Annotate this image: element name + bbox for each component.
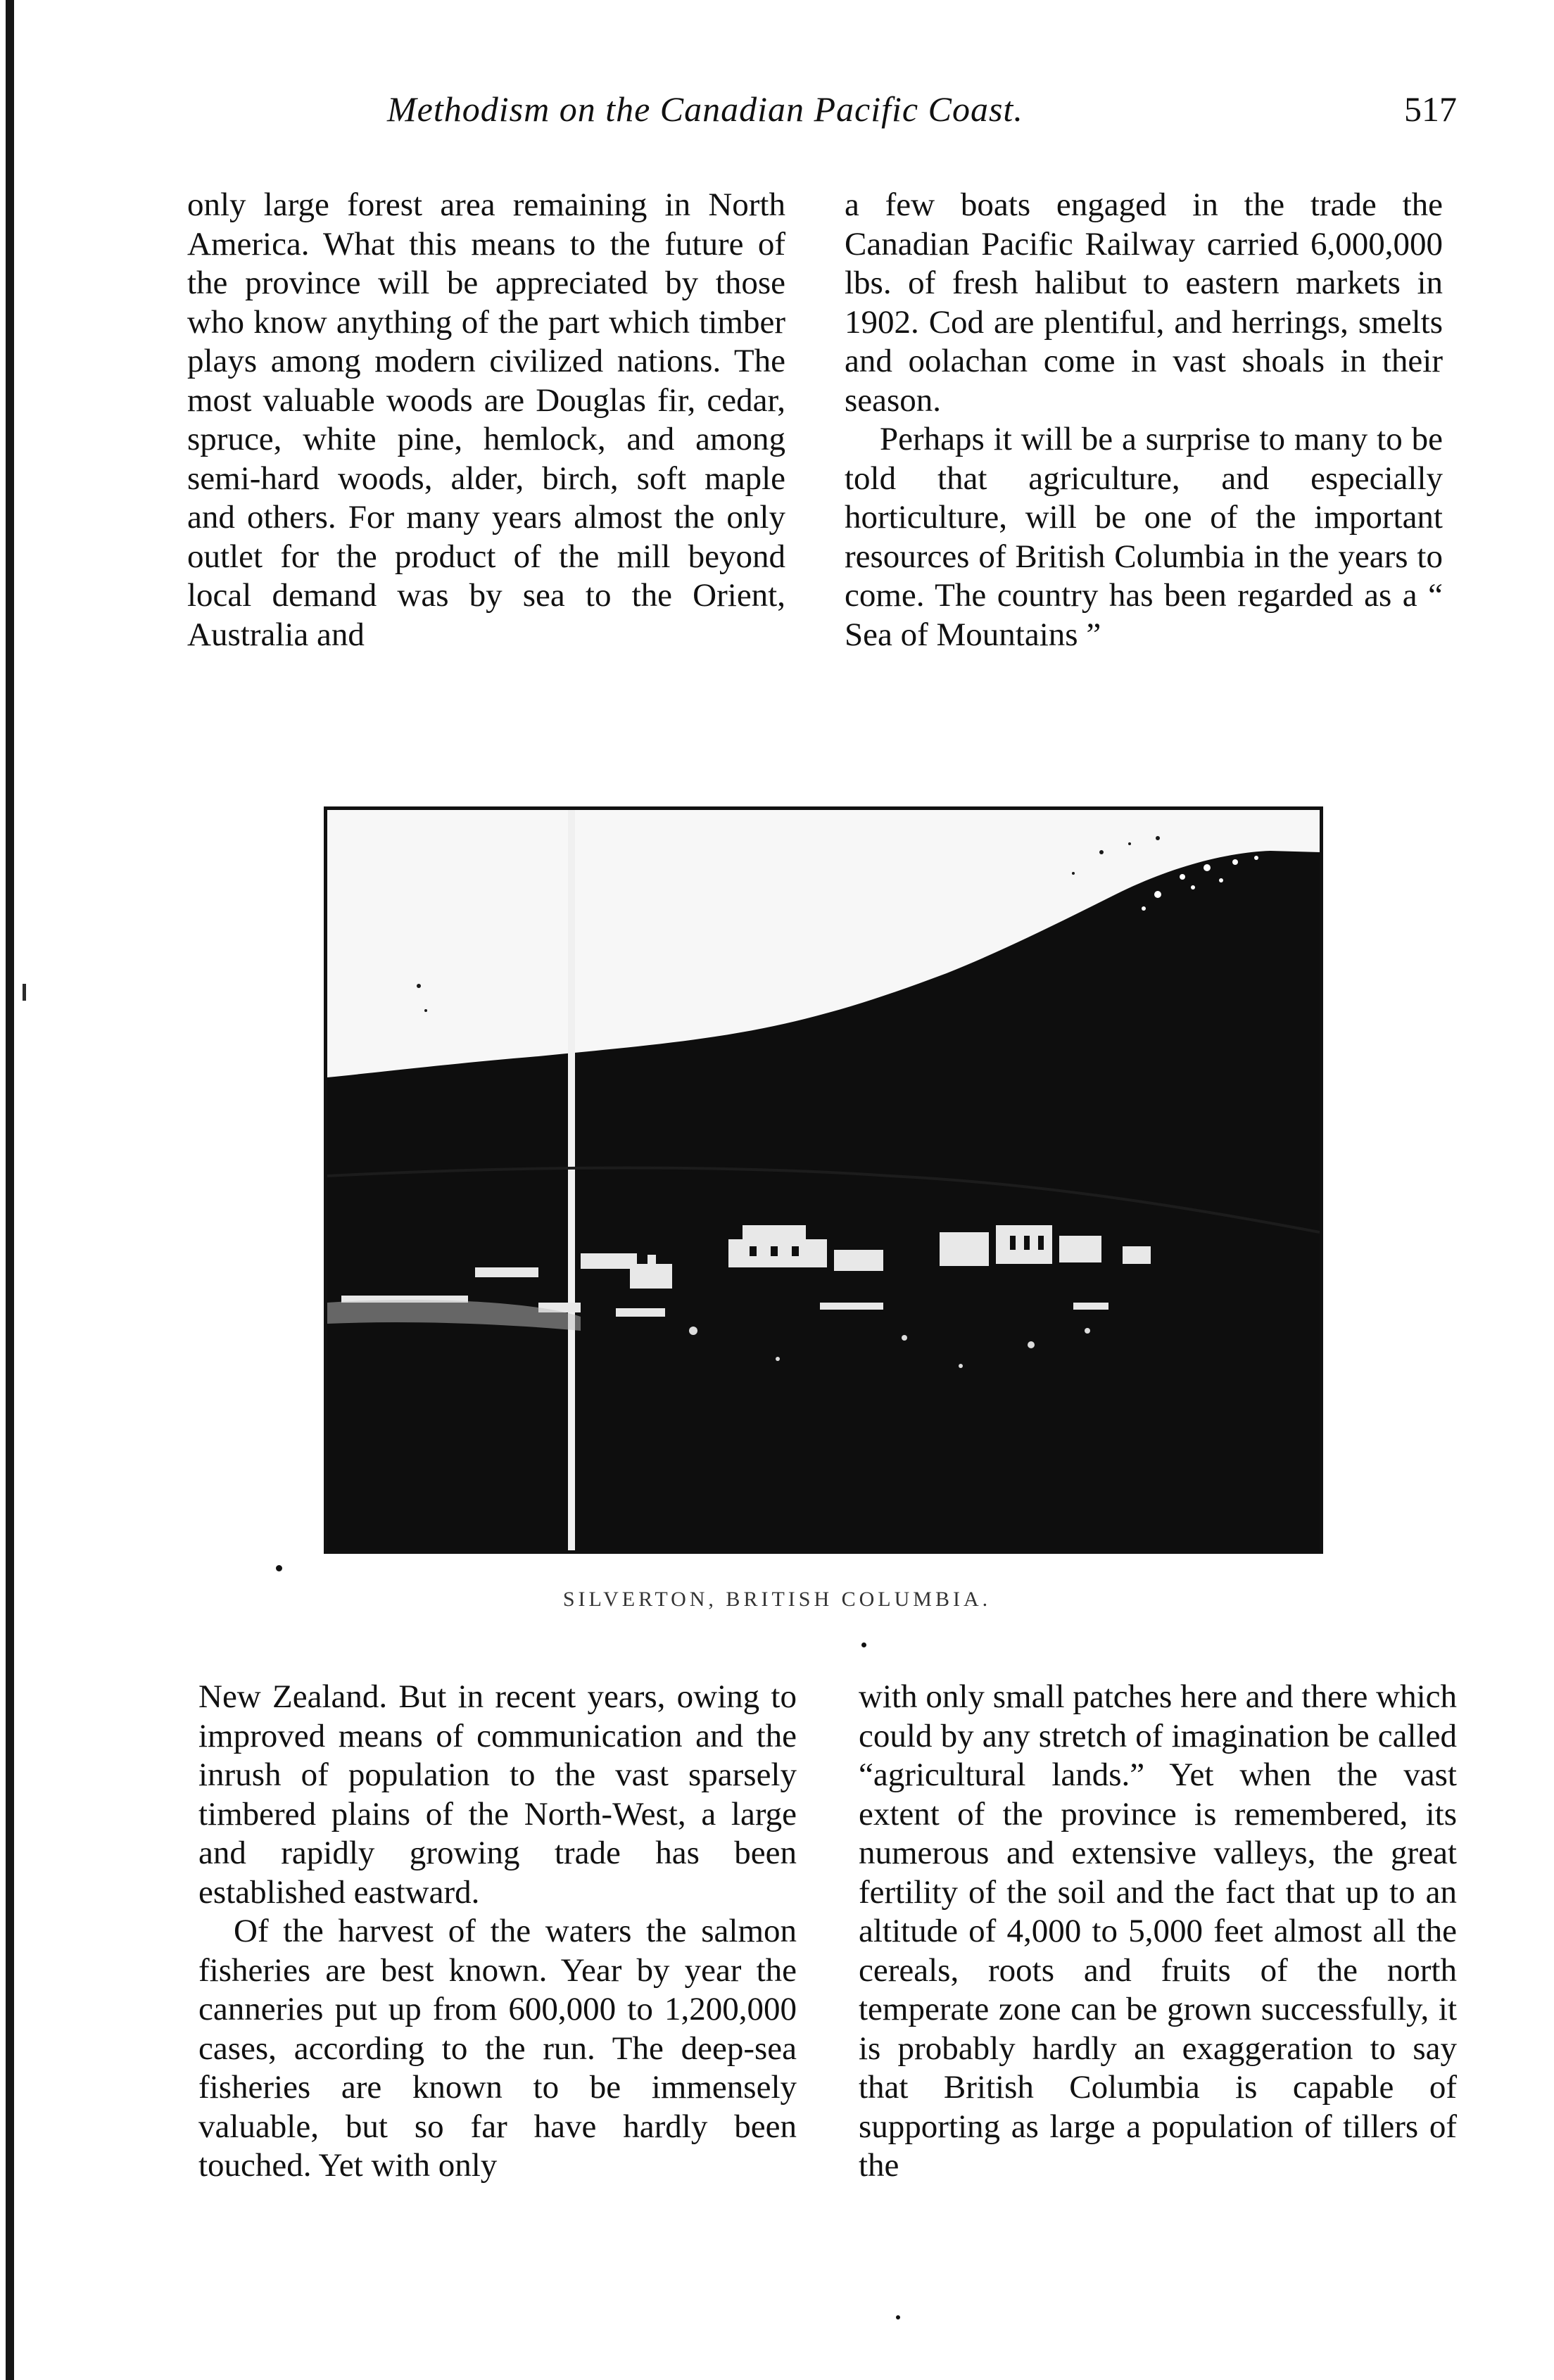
print-speck	[861, 1642, 866, 1647]
scan-mark	[23, 984, 26, 1001]
figure-caption: SILVERTON, BRITISH COLUMBIA.	[562, 1588, 992, 1611]
paragraph: Of the harvest of the waters the salmon fisheries are best known. Year by year the canneries put up from 600,000 to 1,200,000 cases, according to the run. The deep-sea fisheries are known to be immensely valuable, but so far have hardly been touched. Yet with only	[198, 1913, 797, 2184]
print-speck	[276, 1565, 282, 1571]
running-title: Methodism on the Canadian Pacific Coast.	[387, 89, 1023, 129]
text-column-top-left	[187, 186, 785, 654]
page-header	[190, 89, 1457, 145]
photo-illustration	[327, 810, 1320, 1550]
paragraph: a few boats engaged in the trade the Canadian Pacific Railway carried 6,000,000 lbs. of fresh halibut to eastern markets in 1902. Cod are plentiful, and herrings, smelts and oolachan come in vast shoals in their season.	[845, 186, 1443, 419]
text-column-top-right	[845, 186, 1443, 654]
page-binding-edge	[6, 0, 14, 2380]
text-column-bottom-right	[859, 1678, 1457, 2186]
text-column-bottom-left	[198, 1678, 797, 2186]
paragraph: only large forest area remaining in North America. What this means to the future of the province will be appreciated by those who know anything of the part which timber plays among modern civilized nations. The most valuable woods are Douglas fir, cedar, spruce, white pine, hemlock, and among semi-hard woods, alder, birch, soft maple and others. For many years almost the only outlet for the product of the mill beyond local demand was by sea to the Orient, Australia and	[187, 186, 785, 653]
paragraph: with only small patches here and there which could by any stretch of imagination be called “agricultural lands.” Yet when the vast extent of the province is remembered, its numerous and extensive valleys, the great fertility of the soil and the fact that up to an altitude of 4,000 to 5,000 feet almost all the cereals, roots and fruits of the north temperate zone can be grown successfully, it is probably hardly an exaggeration to say that British Columbia is capable of supporting as large a population of tillers of the	[859, 1678, 1457, 2184]
photo-silverton	[324, 806, 1323, 1554]
print-speck	[896, 2315, 900, 2319]
paragraph: New Zealand. But in recent years, owing to improved means of communication and the inrush of population to the vast sparsely timbered plains of the North-West, a large and rapidly growing trade has been established eastward.	[198, 1678, 797, 1911]
paragraph: Perhaps it will be a surprise to many to be told that agriculture, and especially horticulture, will be one of the important resources of British Columbia in the years to come. The country has been regarded as a “ Sea of Mountains ”	[845, 421, 1443, 653]
page-number: 517	[1404, 89, 1457, 129]
